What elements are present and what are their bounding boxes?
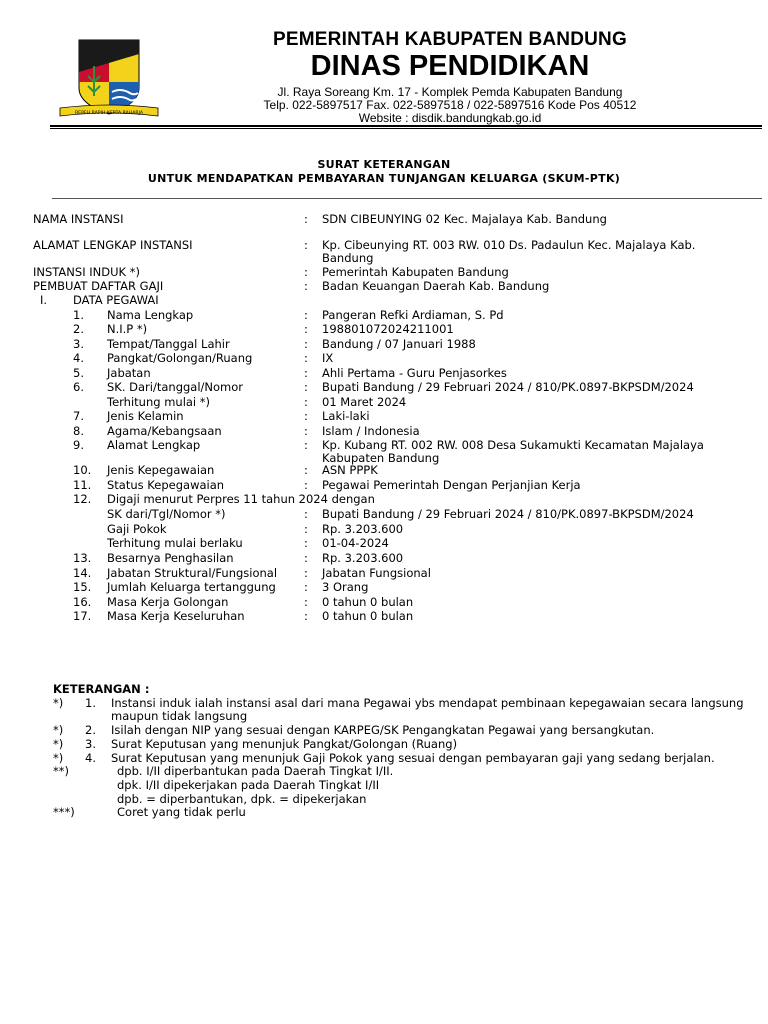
note-text: Coret yang tidak perlu — [117, 805, 246, 819]
header-divider-thick — [50, 125, 762, 127]
row-number: 2. — [73, 322, 84, 336]
row-colon: : — [304, 308, 308, 322]
row-label: Alamat Lengkap — [107, 438, 201, 452]
header-government: PEMERINTAH KABUPATEN BANDUNG — [273, 29, 627, 50]
row-value: Kp. Kubang RT. 002 RW. 008 Desa Sukamukti Kecamatan Majalaya — [322, 438, 704, 452]
row-colon: : — [304, 438, 308, 452]
row-label: Agama/Kebangsaan — [107, 424, 222, 438]
header-department: DINAS PENDIDIKAN — [310, 50, 590, 82]
row-value: 0 tahun 0 bulan — [322, 609, 414, 623]
row-number: 8. — [73, 424, 84, 438]
row-value: Laki-laki — [322, 409, 370, 423]
field-value-alamat-instansi-cont: Bandung — [322, 251, 374, 265]
field-colon: : — [304, 279, 308, 293]
row-colon: : — [304, 536, 308, 550]
note-number: 4. — [85, 751, 96, 765]
note-number: 1. — [85, 696, 96, 710]
row-value: Islam / Indonesia — [322, 424, 420, 438]
field-label-nama-instansi: NAMA INSTANSI — [33, 212, 124, 226]
row-value: Bandung / 07 Januari 1988 — [322, 337, 476, 351]
row-number: 10. — [73, 463, 92, 477]
row-label: Besarnya Penghasilan — [107, 551, 234, 565]
row-colon: : — [304, 337, 308, 351]
note-number: 2. — [85, 723, 96, 737]
note-text-cont: maupun tidak langsung — [111, 709, 248, 723]
row-number: 15. — [73, 580, 92, 594]
row-colon: : — [304, 507, 308, 521]
row-value: Rp. 3.203.600 — [322, 551, 404, 565]
row-number: 9. — [73, 438, 84, 452]
row-colon: : — [304, 463, 308, 477]
row-value: 3 Orang — [322, 580, 369, 594]
header-phone: Telp. 022-5897517 Fax. 022-5897518 / 022-5897516 Kode Pos 40512 — [263, 98, 637, 112]
row-value: ASN PPPK — [322, 463, 378, 477]
note-mark: **) — [53, 764, 69, 778]
row-label: Terhitung mulai *) — [107, 395, 211, 409]
row-value: Rp. 3.203.600 — [322, 522, 404, 536]
row-colon: : — [304, 366, 308, 380]
row-colon: : — [304, 409, 308, 423]
title-divider — [52, 198, 762, 199]
row-value: IX — [322, 351, 334, 365]
row-label: Digaji menurut Perpres 11 tahun 2024 dengan — [107, 492, 375, 506]
row-label: Terhitung mulai berlaku — [107, 536, 243, 550]
row-number: 11. — [73, 478, 92, 492]
row-number: 17. — [73, 609, 92, 623]
row-number: 4. — [73, 351, 84, 365]
row-label: Status Kepegawaian — [107, 478, 225, 492]
field-colon: : — [304, 212, 308, 226]
note-mark: *) — [53, 696, 64, 710]
field-value-pembuat-daftar-gaji: Badan Keuangan Daerah Kab. Bandung — [322, 279, 550, 293]
row-colon: : — [304, 609, 308, 623]
doc-title: SURAT KETERANGAN — [317, 158, 451, 171]
row-value: Pegawai Pemerintah Dengan Perjanjian Kerja — [322, 478, 581, 492]
doc-subtitle: UNTUK MENDAPATKAN PEMBAYARAN TUNJANGAN KELUARGA (SKUM-PTK) — [147, 172, 621, 185]
logo-motto: REPEH RAPIH KERTA RAHARJA — [74, 111, 144, 116]
row-label: Jenis Kepegawaian — [107, 463, 215, 477]
row-colon: : — [304, 522, 308, 536]
field-value-nama-instansi: SDN CIBEUNYING 02 Kec. Majalaya Kab. Bandung — [322, 212, 607, 226]
row-number: 14. — [73, 566, 92, 580]
row-label: Masa Kerja Keseluruhan — [107, 609, 245, 623]
row-label: Pangkat/Golongan/Ruang — [107, 351, 253, 365]
row-value: 198801072024211001 — [322, 322, 454, 336]
field-label-alamat-instansi: ALAMAT LENGKAP INSTANSI — [33, 238, 193, 252]
note-text: dpk. I/II dipekerjakan pada Daerah Tingkat I/II — [117, 778, 380, 792]
row-number: 5. — [73, 366, 84, 380]
row-colon: : — [304, 424, 308, 438]
row-label: N.I.P *) — [107, 322, 148, 336]
row-colon: : — [304, 380, 308, 394]
row-value: 0 tahun 0 bulan — [322, 595, 414, 609]
row-number: 3. — [73, 337, 84, 351]
row-colon: : — [304, 322, 308, 336]
row-colon: : — [304, 551, 308, 565]
row-colon: : — [304, 595, 308, 609]
field-colon: : — [304, 265, 308, 279]
field-colon: : — [304, 238, 308, 252]
row-label: Jenis Kelamin — [107, 409, 184, 423]
note-text: dpb. = diperbantukan, dpk. = dipekerjakan — [117, 792, 367, 806]
row-value: Ahli Pertama - Guru Penjasorkes — [322, 366, 507, 380]
note-text: dpb. I/II diperbantukan pada Daerah Tingkat I/II. — [117, 764, 394, 778]
row-value: Pangeran Refki Ardiaman, S. Pd — [322, 308, 504, 322]
note-text: Isilah dengan NIP yang sesuai dengan KARPEG/SK Pengangkatan Pegawai yang bersangkutan. — [111, 723, 655, 737]
header-address: Jl. Raya Soreang Km. 17 - Komplek Pemda Kabupaten Bandung — [277, 85, 623, 99]
note-number: 3. — [85, 737, 96, 751]
row-number: 7. — [73, 409, 84, 423]
field-label-pembuat-daftar-gaji: PEMBUAT DAFTAR GAJI — [33, 279, 164, 293]
row-label: Gaji Pokok — [107, 522, 167, 536]
header-website: Website : disdik.bandungkab.go.id — [358, 111, 542, 125]
row-label: Masa Kerja Golongan — [107, 595, 229, 609]
note-text: Surat Keputusan yang menunjuk Pangkat/Golongan (Ruang) — [111, 737, 458, 751]
header-divider-thin — [50, 128, 762, 129]
row-label: Jabatan Struktural/Fungsional — [107, 566, 278, 580]
row-label: Jumlah Keluarga tertanggung — [107, 580, 276, 594]
row-number: 1. — [73, 308, 84, 322]
section-number: I. — [40, 293, 48, 307]
row-value: 01-04-2024 — [322, 536, 389, 550]
row-value-cont: Kabupaten Bandung — [322, 451, 440, 465]
row-value: 01 Maret 2024 — [322, 395, 407, 409]
row-colon: : — [304, 580, 308, 594]
field-value-instansi-induk: Pemerintah Kabupaten Bandung — [322, 265, 509, 279]
row-label: Nama Lengkap — [107, 308, 194, 322]
note-text: Instansi induk ialah instansi asal dari mana Pegawai ybs mendapat pembinaan kepegawaian secara langsung — [111, 696, 744, 710]
row-colon: : — [304, 351, 308, 365]
kabupaten-bandung-logo — [50, 36, 168, 122]
row-label: Jabatan — [107, 366, 151, 380]
section-title: DATA PEGAWAI — [73, 293, 159, 307]
row-label: SK. Dari/tanggal/Nomor — [107, 380, 244, 394]
row-number: 12. — [73, 492, 92, 506]
field-label-instansi-induk: INSTANSI INDUK *) — [33, 265, 140, 279]
row-number: 13. — [73, 551, 92, 565]
field-value-alamat-instansi: Kp. Cibeunying RT. 003 RW. 010 Ds. Padaulun Kec. Majalaya Kab. — [322, 238, 696, 252]
row-colon: : — [304, 395, 308, 409]
note-text: Surat Keputusan yang menunjuk Gaji Pokok yang sesuai dengan pembayaran gaji yang sedang berjalan. — [111, 751, 715, 765]
row-colon: : — [304, 478, 308, 492]
note-mark: ***) — [53, 805, 75, 819]
row-value: Jabatan Fungsional — [322, 566, 431, 580]
note-mark: *) — [53, 751, 64, 765]
row-colon: : — [304, 566, 308, 580]
row-value: Bupati Bandung / 29 Februari 2024 / 810/PK.0897-BKPSDM/2024 — [322, 380, 694, 394]
keterangan-title: KETERANGAN : — [53, 682, 150, 696]
row-label: Tempat/Tanggal Lahir — [107, 337, 230, 351]
row-number: 16. — [73, 595, 92, 609]
row-number: 6. — [73, 380, 84, 394]
row-label: SK dari/Tgl/Nomor *) — [107, 507, 226, 521]
row-value: Bupati Bandung / 29 Februari 2024 / 810/PK.0897-BKPSDM/2024 — [322, 507, 694, 521]
note-mark: *) — [53, 737, 64, 751]
note-mark: *) — [53, 723, 64, 737]
